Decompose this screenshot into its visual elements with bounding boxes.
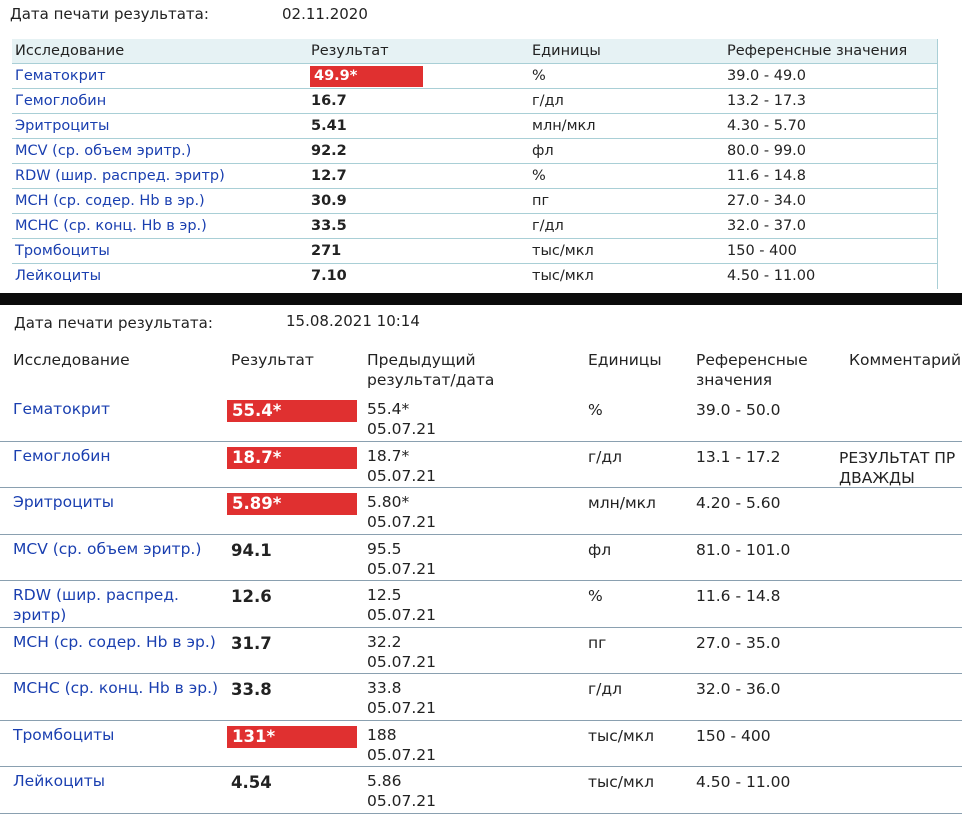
reference-range: 81.0 - 101.0 [696,540,791,559]
reference-range: 150 - 400 [696,726,771,745]
unit-value: % [588,401,603,419]
reference-range: 27.0 - 34.0 [727,193,807,209]
previous-value: 5.86 [367,772,402,790]
unit-value: г/дл [532,93,564,109]
table-body [12,64,937,289]
previous-date: 05.07.21 [367,466,437,485]
reference-range: 80.0 - 99.0 [727,143,807,159]
comment [839,773,962,793]
previous-date: 05.07.21 [367,559,437,578]
header-previous-line1: Предыдущий [367,351,476,369]
table-row [0,628,962,675]
result-value: 7.10 [311,268,347,284]
test-name-link[interactable]: Гемоглобин [15,93,107,109]
unit-value: тыс/мкл [588,773,654,791]
test-name-link[interactable]: MCHC (ср. конц. Hb в эр.) [15,218,207,234]
reference-range: 39.0 - 49.0 [727,68,807,84]
previous-value: 12.5 [367,586,402,604]
reference-range: 39.0 - 50.0 [696,401,781,419]
table-header [0,350,962,392]
comment [839,401,962,421]
reference-range: 32.0 - 36.0 [696,680,781,698]
test-name-link[interactable]: Тромбоциты [13,725,115,744]
comment [839,634,962,654]
previous-result [367,446,436,486]
test-name-link[interactable]: Лейкоциты [15,268,102,284]
reference-range: 11.6 - 14.8 [727,168,807,184]
header-reference [696,350,808,390]
unit-value: фл [532,143,554,159]
table-row [12,64,937,89]
reference-range: 27.0 - 35.0 [696,633,781,652]
table-row [0,442,962,489]
previous-value: 188 [367,725,397,744]
table-row [12,164,937,189]
test-name-link[interactable]: Гемоглобин [13,446,111,465]
result-value: 16.7 [311,93,347,109]
unit-value: фл [588,540,612,559]
flagged-result-value: 49.9* [310,66,423,87]
comment [839,494,962,514]
header-result: Результат [311,43,389,59]
table-row [0,767,962,814]
print-date-label: Дата печати результата: [10,5,209,23]
unit-value: % [532,68,546,84]
result-value: 33.5 [311,218,347,234]
test-name-link[interactable]: RDW (шир. распред. эритр) [15,168,225,184]
comment-line1: РЕЗУЛЬТАТ ПР [839,448,956,467]
result-value: 30.9 [311,193,347,209]
print-date-label: Дата печати результата: [14,314,213,332]
result-value: 31.7 [231,633,272,653]
unit-value: % [532,168,546,184]
header-reference-line2: значения [696,371,773,389]
result-panel-2021 [0,305,962,819]
comment [839,541,962,561]
result-value: 12.6 [231,587,272,606]
result-value: 4.54 [231,773,272,792]
previous-result [367,399,436,439]
unit-value: млн/мкл [532,118,596,134]
results-table [12,39,938,289]
unit-value: пг [588,633,607,652]
test-name-link[interactable]: Эритроциты [15,118,110,134]
unit-value: г/дл [532,218,564,234]
result-value: 94.1 [231,540,272,560]
table-row [0,395,962,442]
previous-date: 05.07.21 [367,606,437,624]
test-name-link[interactable]: Гематокрит [15,68,106,84]
separator-bar [0,293,962,305]
previous-result [367,492,436,532]
test-name-link[interactable]: Эритроциты [13,493,114,511]
test-name-link[interactable]: MCH (ср. содер. Hb в эр.) [15,193,205,209]
reference-range: 4.20 - 5.60 [696,494,781,512]
unit-value: г/дл [588,680,622,698]
table-row [0,535,962,582]
previous-result [367,585,436,625]
previous-date: 05.07.21 [367,792,437,810]
flagged-result-value: 131* [227,726,357,748]
test-name-link[interactable]: MCHC (ср. конц. Hb в эр.) [13,679,219,697]
table-row [0,581,962,628]
test-name-link[interactable]: Лейкоциты [13,772,106,790]
table-row [12,214,937,239]
table-row [12,139,937,164]
previous-date: 05.07.21 [367,513,437,531]
unit-value: тыс/мкл [532,243,594,259]
table-row [12,89,937,114]
table-body [0,395,962,814]
table-row [0,488,962,535]
reference-range: 11.6 - 14.8 [696,587,781,605]
header-study: Исследование [15,43,125,59]
unit-value: пг [532,193,550,209]
unit-value: г/дл [588,447,622,466]
flagged-result-value: 55.4* [227,400,357,422]
previous-value: 18.7* [367,446,410,465]
comment [839,587,962,607]
previous-date: 05.07.21 [367,652,437,671]
flagged-result-value: 18.7* [227,447,357,469]
result-value: 12.7 [311,168,347,184]
previous-date: 05.07.21 [367,745,437,764]
header-reference-line1: Референсные [696,351,808,369]
unit-value: млн/мкл [588,494,656,512]
header-previous-line2: результат/дата [367,371,495,389]
table-row [12,264,937,289]
header-units: Единицы [532,43,601,59]
result-value: 271 [311,243,342,259]
previous-result [367,771,436,811]
previous-result [367,632,436,672]
print-date-value: 15.08.2021 10:14 [286,312,420,330]
result-value: 5.41 [311,118,347,134]
previous-result [367,678,436,718]
previous-date: 05.07.21 [367,699,437,717]
flagged-result-value: 5.89* [227,493,357,515]
reference-range: 13.1 - 17.2 [696,447,781,466]
test-name-link[interactable]: RDW (шир. распред. эритр) [13,586,179,624]
table-header [12,39,937,64]
result-value: 33.8 [231,680,272,699]
table-row [12,189,937,214]
previous-value: 33.8 [367,679,402,697]
previous-value: 55.4* [367,400,410,418]
unit-value: % [588,587,603,605]
reference-range: 32.0 - 37.0 [727,218,807,234]
header-comment: Комментарий [849,351,962,369]
test-name-link[interactable]: MCV (ср. объем эритр.) [13,539,202,558]
previous-value: 32.2 [367,632,402,651]
comment [839,727,962,747]
reference-range: 4.50 - 11.00 [696,773,791,791]
comment-line2: ДВАЖДЫ [839,468,915,487]
test-name-link[interactable]: MCH (ср. содер. Hb в эр.) [13,632,216,651]
reference-range: 4.30 - 5.70 [727,118,807,134]
unit-value: тыс/мкл [588,726,654,745]
table-row [0,674,962,721]
header-result: Результат [231,351,314,369]
previous-date: 05.07.21 [367,420,437,438]
header-study: Исследование [13,351,130,369]
test-name-link[interactable]: Тромбоциты [15,243,110,259]
comment [839,680,962,700]
reference-range: 4.50 - 11.00 [727,268,816,284]
previous-result [367,539,436,579]
test-name-link[interactable]: MCV (ср. объем эритр.) [15,143,192,159]
previous-value: 95.5 [367,539,402,558]
reference-range: 13.2 - 17.3 [727,93,807,109]
table-row [12,239,937,264]
previous-result [367,725,436,765]
table-row [12,114,937,139]
result-value: 92.2 [311,143,347,159]
previous-value: 5.80* [367,493,410,511]
unit-value: тыс/мкл [532,268,594,284]
header-previous [367,350,494,390]
comment [839,448,962,488]
header-reference: Референсные значения [727,43,908,59]
table-row [0,721,962,768]
print-date-value: 02.11.2020 [282,5,368,23]
result-panel-2020 [0,0,962,293]
reference-range: 150 - 400 [727,243,797,259]
test-name-link[interactable]: Гематокрит [13,400,110,418]
header-units: Единицы [588,351,662,369]
